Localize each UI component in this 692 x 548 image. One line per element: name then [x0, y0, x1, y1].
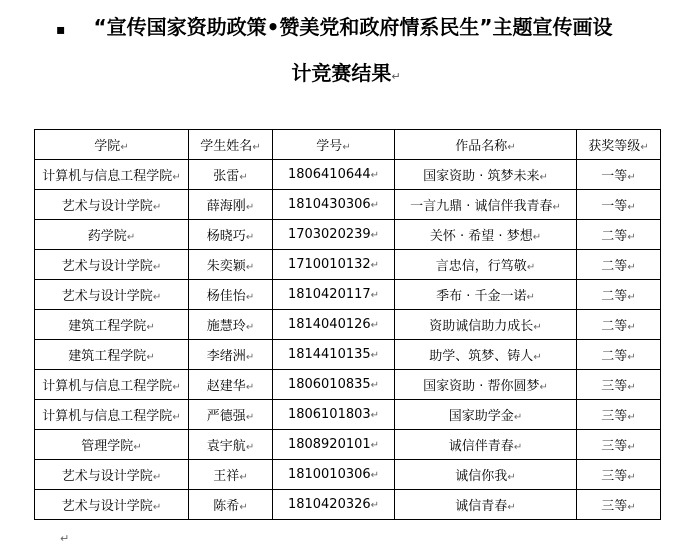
- cell-mark: ↵: [252, 142, 261, 153]
- cell-mark: ↵: [172, 412, 181, 423]
- cell-student-id: [273, 490, 395, 520]
- cell-mark: ↵: [627, 202, 636, 213]
- cell-mark: ↵: [627, 262, 636, 273]
- cell-mark: ↵: [172, 172, 181, 183]
- cell-award-level: [577, 190, 661, 220]
- cell-award-level: [577, 280, 661, 310]
- cell-student-id: [273, 250, 395, 280]
- cell-mark: ↵: [120, 142, 129, 153]
- student-name-value: 杨佳怡: [206, 289, 246, 304]
- cell-award-level: [577, 430, 661, 460]
- cell-mark: ↵: [627, 232, 636, 243]
- award-level-value: 三等: [601, 409, 628, 424]
- cell-award-level: [577, 340, 661, 370]
- cell-college: [35, 190, 189, 220]
- cell-student-id: [273, 280, 395, 310]
- bullet-icon: ▪: [56, 22, 66, 38]
- header-work-title: [395, 130, 577, 160]
- cell-work-title: [395, 280, 577, 310]
- table-row: [35, 160, 661, 190]
- header-award-level: [577, 130, 661, 160]
- college-value: 艺术与设计学院: [61, 499, 153, 514]
- table-row: [35, 250, 661, 280]
- work-title-value: 资助诚信助力成长: [429, 319, 534, 334]
- cell-mark: ↵: [239, 502, 248, 513]
- cell-award-level: [577, 160, 661, 190]
- cell-college: [35, 310, 189, 340]
- cell-mark: ↵: [370, 170, 380, 181]
- table-body: [35, 160, 661, 520]
- student-id-value: 1703020239: [287, 227, 371, 242]
- award-level-value: 一等: [601, 199, 628, 214]
- work-title-value: 国家资助 · 帮你圆梦: [423, 379, 540, 394]
- cell-mark: ↵: [370, 260, 380, 271]
- cell-work-title: [395, 490, 577, 520]
- cell-work-title: [395, 400, 577, 430]
- student-name-value: 施慧玲: [206, 319, 246, 334]
- cell-mark: ↵: [370, 440, 380, 451]
- cell-mark: ↵: [342, 142, 351, 153]
- cell-student-id: [273, 460, 395, 490]
- student-id-value: 1810430306: [287, 197, 371, 212]
- cell-mark: ↵: [245, 292, 255, 303]
- cell-mark: ↵: [172, 382, 181, 393]
- results-table: [34, 129, 661, 520]
- award-level-value: 二等: [601, 259, 628, 274]
- cell-mark: ↵: [152, 262, 162, 273]
- paragraph-mark: ↵: [391, 70, 401, 83]
- cell-student-id: [273, 370, 395, 400]
- cell-mark: ↵: [133, 442, 142, 453]
- student-id-value: 1808920101: [287, 437, 371, 452]
- cell-mark: ↵: [245, 232, 255, 243]
- cell-work-title: [395, 250, 577, 280]
- cell-mark: ↵: [370, 230, 380, 241]
- cell-mark: ↵: [370, 380, 380, 391]
- college-value: 艺术与设计学院: [61, 259, 153, 274]
- award-level-value: 二等: [601, 229, 628, 244]
- table-row: [35, 190, 661, 220]
- work-title-value: 关怀 · 希望 · 梦想: [429, 229, 533, 244]
- student-name-value: 赵建华: [206, 379, 246, 394]
- student-name-value: 张雷: [213, 169, 240, 184]
- student-id-value: 1810010306: [287, 467, 371, 482]
- work-title-value: 诚信你我: [455, 469, 508, 484]
- cell-mark: ↵: [245, 442, 255, 453]
- cell-college: [35, 250, 189, 280]
- table-row: [35, 220, 661, 250]
- cell-student-id: [273, 160, 395, 190]
- cell-student-id: [273, 310, 395, 340]
- work-title-value: 季布 · 千金一诺: [436, 289, 527, 304]
- end-paragraph-mark: ↵: [60, 532, 70, 545]
- cell-mark: ↵: [507, 502, 516, 513]
- cell-mark: ↵: [627, 442, 636, 453]
- cell-mark: ↵: [146, 322, 155, 333]
- cell-college: [35, 430, 189, 460]
- cell-mark: ↵: [539, 382, 548, 393]
- college-value: 艺术与设计学院: [61, 289, 153, 304]
- college-value: 药学院: [87, 229, 127, 244]
- award-level-value: 一等: [601, 169, 628, 184]
- cell-award-level: [577, 250, 661, 280]
- award-level-value: 二等: [601, 349, 628, 364]
- cell-college: [35, 490, 189, 520]
- cell-mark: ↵: [245, 322, 255, 333]
- student-id-value: 1806410644: [287, 167, 371, 182]
- student-name-value: 李绪洲: [206, 349, 246, 364]
- cell-mark: ↵: [370, 470, 380, 481]
- cell-award-level: [577, 370, 661, 400]
- header-college: [35, 130, 189, 160]
- header-college-label: 学院: [94, 139, 121, 154]
- college-value: 计算机与信息工程学院: [42, 379, 173, 394]
- cell-mark: ↵: [627, 412, 636, 423]
- table-row: [35, 490, 661, 520]
- cell-work-title: [395, 370, 577, 400]
- cell-mark: ↵: [627, 502, 636, 513]
- cell-mark: ↵: [370, 290, 380, 301]
- cell-student-name: [189, 280, 273, 310]
- cell-student-name: [189, 370, 273, 400]
- work-title-value: 国家资助 · 筑梦未来: [423, 169, 540, 184]
- cell-mark: ↵: [526, 262, 536, 273]
- cell-college: [35, 400, 189, 430]
- cell-mark: ↵: [507, 472, 516, 483]
- college-value: 计算机与信息工程学院: [42, 169, 173, 184]
- header-work-title-label: 作品名称: [455, 139, 508, 154]
- award-level-value: 二等: [601, 319, 628, 334]
- cell-work-title: [395, 160, 577, 190]
- student-name-value: 杨晓巧: [206, 229, 246, 244]
- cell-mark: ↵: [370, 200, 380, 211]
- title-line-2-text: 计竞赛结果: [291, 61, 392, 85]
- header-student-name-label: 学生姓名: [200, 139, 253, 154]
- cell-student-name: [189, 250, 273, 280]
- cell-mark: ↵: [526, 292, 535, 303]
- header-student-id-label: 学号: [316, 139, 343, 154]
- cell-mark: ↵: [533, 322, 542, 333]
- cell-college: [35, 280, 189, 310]
- cell-mark: ↵: [245, 202, 255, 213]
- cell-mark: ↵: [245, 382, 255, 393]
- cell-student-name: [189, 430, 273, 460]
- work-title-value: 言忠信，行笃敬: [435, 259, 527, 274]
- student-id-value: 1806010835: [287, 377, 371, 392]
- cell-mark: ↵: [507, 142, 516, 153]
- cell-college: [35, 370, 189, 400]
- student-id-value: 1814410135: [287, 347, 371, 362]
- cell-student-id: [273, 400, 395, 430]
- cell-student-id: [273, 220, 395, 250]
- cell-mark: ↵: [370, 410, 380, 421]
- work-title-value: 助学、筑梦、铸人: [429, 349, 534, 364]
- cell-mark: ↵: [533, 352, 542, 363]
- cell-mark: ↵: [627, 172, 636, 183]
- cell-mark: ↵: [245, 412, 255, 423]
- cell-mark: ↵: [245, 262, 255, 273]
- student-name-value: 袁宇航: [206, 439, 246, 454]
- cell-student-id: [273, 190, 395, 220]
- cell-student-id: [273, 340, 395, 370]
- cell-mark: ↵: [370, 500, 380, 511]
- cell-mark: ↵: [152, 472, 162, 483]
- award-level-value: 二等: [601, 289, 628, 304]
- title-line-1-text: “宣传国家资助政策•赞美党和政府情系民生”主题宣传画设: [93, 15, 613, 39]
- cell-work-title: [395, 430, 577, 460]
- college-value: 建筑工程学院: [68, 319, 147, 334]
- cell-work-title: [395, 310, 577, 340]
- work-title-value: 诚信伴青春: [448, 439, 514, 454]
- student-name-value: 朱奕颖: [206, 259, 246, 274]
- award-level-value: 三等: [601, 469, 628, 484]
- college-value: 管理学院: [81, 439, 134, 454]
- cell-award-level: [577, 490, 661, 520]
- cell-award-level: [577, 310, 661, 340]
- header-award-level-label: 获奖等级: [588, 139, 641, 154]
- cell-mark: ↵: [152, 292, 162, 303]
- table-row: [35, 310, 661, 340]
- table-row: [35, 430, 661, 460]
- cell-mark: ↵: [532, 232, 542, 243]
- cell-college: [35, 460, 189, 490]
- cell-mark: ↵: [627, 382, 636, 393]
- cell-student-name: [189, 190, 273, 220]
- student-name-value: 严德强: [206, 409, 246, 424]
- cell-student-name: [189, 460, 273, 490]
- work-title-value: 诚信青春: [455, 499, 508, 514]
- student-id-value: 1710010132: [287, 257, 371, 272]
- cell-mark: ↵: [245, 352, 255, 363]
- table-row: [35, 280, 661, 310]
- cell-college: [35, 340, 189, 370]
- title-line-2: [0, 60, 692, 90]
- cell-mark: ↵: [513, 412, 523, 423]
- cell-mark: ↵: [152, 502, 162, 513]
- header-student-name: [189, 130, 273, 160]
- cell-student-name: [189, 310, 273, 340]
- college-value: 艺术与设计学院: [61, 199, 153, 214]
- cell-mark: ↵: [239, 472, 248, 483]
- cell-college: [35, 160, 189, 190]
- title-line-1: [0, 14, 692, 40]
- cell-award-level: [577, 460, 661, 490]
- cell-mark: ↵: [627, 352, 636, 363]
- cell-mark: ↵: [370, 320, 380, 331]
- header-student-id: [273, 130, 395, 160]
- table-row: [35, 460, 661, 490]
- cell-mark: ↵: [627, 322, 636, 333]
- cell-student-name: [189, 340, 273, 370]
- cell-mark: ↵: [370, 350, 380, 361]
- table-row: [35, 370, 661, 400]
- student-name-value: 薛海刚: [206, 199, 246, 214]
- award-level-value: 三等: [601, 439, 628, 454]
- student-id-value: 1814040126: [287, 317, 371, 332]
- cell-student-name: [189, 220, 273, 250]
- student-id-value: 1806101803: [287, 407, 371, 422]
- cell-mark: ↵: [552, 202, 561, 213]
- cell-award-level: [577, 220, 661, 250]
- cell-student-name: [189, 490, 273, 520]
- cell-mark: ↵: [640, 142, 649, 153]
- cell-work-title: [395, 220, 577, 250]
- cell-mark: ↵: [627, 472, 636, 483]
- cell-work-title: [395, 340, 577, 370]
- cell-mark: ↵: [627, 292, 636, 303]
- cell-college: [35, 220, 189, 250]
- cell-mark: ↵: [513, 442, 523, 453]
- table-header-row: [35, 130, 661, 160]
- cell-work-title: [395, 190, 577, 220]
- work-title-value: 国家助学金: [448, 409, 514, 424]
- cell-award-level: [577, 400, 661, 430]
- table-row: [35, 340, 661, 370]
- student-name-value: 陈希: [213, 499, 240, 514]
- cell-student-name: [189, 160, 273, 190]
- award-level-value: 三等: [601, 379, 628, 394]
- college-value: 建筑工程学院: [68, 349, 147, 364]
- award-level-value: 三等: [601, 499, 628, 514]
- student-name-value: 王祥: [213, 469, 240, 484]
- cell-work-title: [395, 460, 577, 490]
- cell-student-id: [273, 430, 395, 460]
- cell-mark: ↵: [126, 232, 136, 243]
- student-id-value: 1810420326: [287, 497, 371, 512]
- cell-mark: ↵: [539, 172, 548, 183]
- work-title-value: 一言九鼎 · 诚信伴我青春: [410, 199, 553, 214]
- cell-mark: ↵: [152, 202, 162, 213]
- cell-mark: ↵: [239, 172, 248, 183]
- document-title: [0, 14, 692, 90]
- student-id-value: 1810420117: [287, 287, 371, 302]
- table-row: [35, 400, 661, 430]
- cell-mark: ↵: [146, 352, 155, 363]
- college-value: 艺术与设计学院: [61, 469, 153, 484]
- college-value: 计算机与信息工程学院: [42, 409, 173, 424]
- cell-student-name: [189, 400, 273, 430]
